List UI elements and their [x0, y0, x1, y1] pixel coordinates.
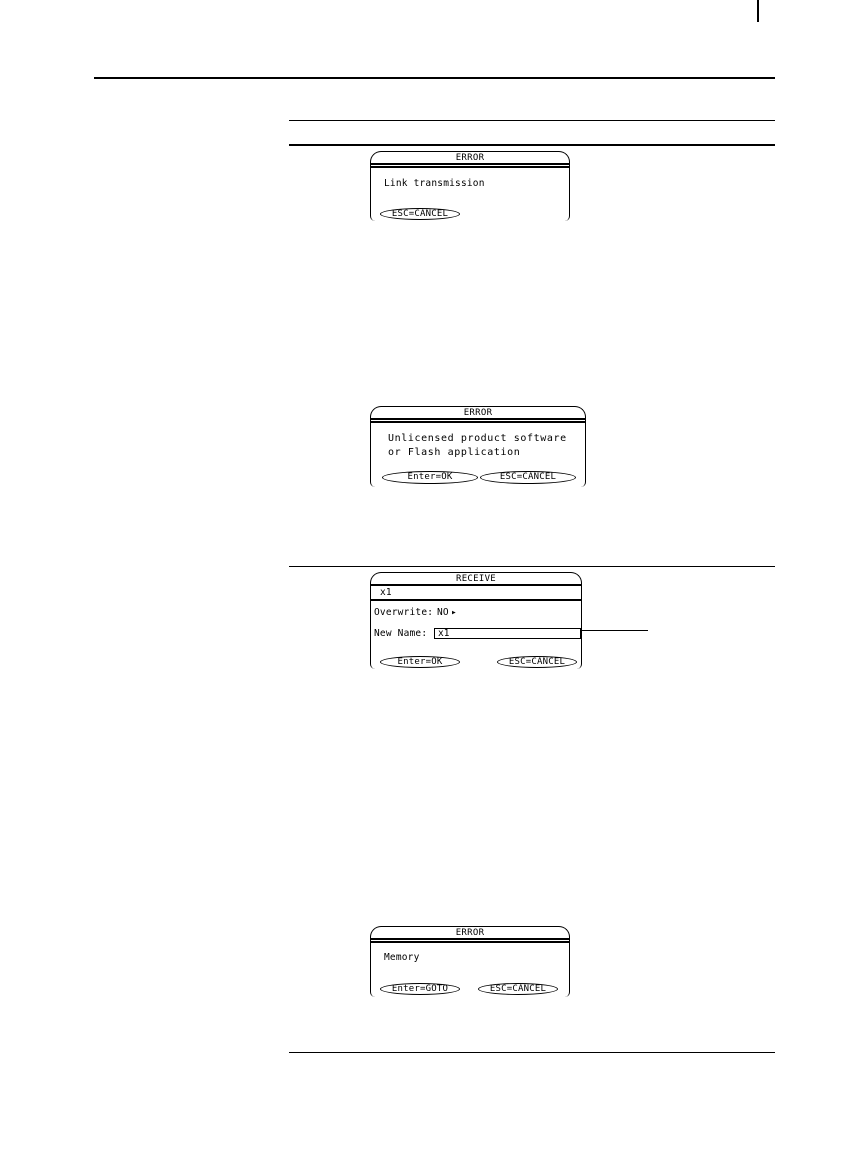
- variable-name: x1: [380, 587, 392, 598]
- overwrite-label: Overwrite:: [374, 607, 434, 618]
- name-rule: [371, 599, 581, 601]
- esc-cancel-button[interactable]: ESC=CANCEL: [478, 983, 558, 995]
- title-rule: [371, 163, 569, 165]
- title-rule: [371, 166, 569, 168]
- dialog-title: ERROR: [455, 928, 485, 938]
- section-rule: [289, 566, 775, 567]
- receive-dialog: [370, 572, 582, 669]
- callout-line: [580, 630, 648, 631]
- new-name-field[interactable]: x1: [434, 628, 581, 639]
- overwrite-value[interactable]: NO: [437, 607, 449, 618]
- title-rule: [371, 421, 585, 423]
- dialog-title: RECEIVE: [455, 574, 497, 584]
- enter-ok-button[interactable]: Enter=OK: [380, 656, 460, 668]
- error-message-line2: or Flash application: [388, 447, 521, 458]
- enter-ok-button[interactable]: Enter=OK: [382, 471, 478, 484]
- top-rule: [94, 77, 775, 79]
- title-rule: [371, 418, 585, 420]
- title-rule: [371, 584, 581, 586]
- margin-mark: [757, 0, 759, 22]
- table-header-rule-2: [289, 144, 775, 146]
- title-rule: [371, 938, 569, 940]
- esc-cancel-button[interactable]: ESC=CANCEL: [480, 471, 576, 484]
- dropdown-arrow-icon[interactable]: ▸: [451, 607, 457, 618]
- enter-goto-button[interactable]: Enter=GOTO: [380, 983, 460, 995]
- dialog-title: ERROR: [455, 153, 485, 163]
- error-dialog-memory: [370, 926, 570, 997]
- error-message-line1: Unlicensed product software: [388, 433, 567, 444]
- error-dialog-link: [370, 151, 570, 221]
- new-name-label: New Name:: [374, 628, 428, 639]
- table-header-rule-1: [289, 120, 775, 121]
- title-rule: [371, 941, 569, 943]
- error-message: Link transmission: [384, 178, 485, 189]
- error-message: Memory: [384, 952, 420, 963]
- error-dialog-unlicensed: [370, 406, 586, 487]
- bottom-rule: [289, 1052, 775, 1053]
- esc-cancel-button[interactable]: ESC=CANCEL: [497, 656, 577, 668]
- esc-cancel-button[interactable]: ESC=CANCEL: [380, 208, 460, 220]
- dialog-title: ERROR: [463, 408, 493, 418]
